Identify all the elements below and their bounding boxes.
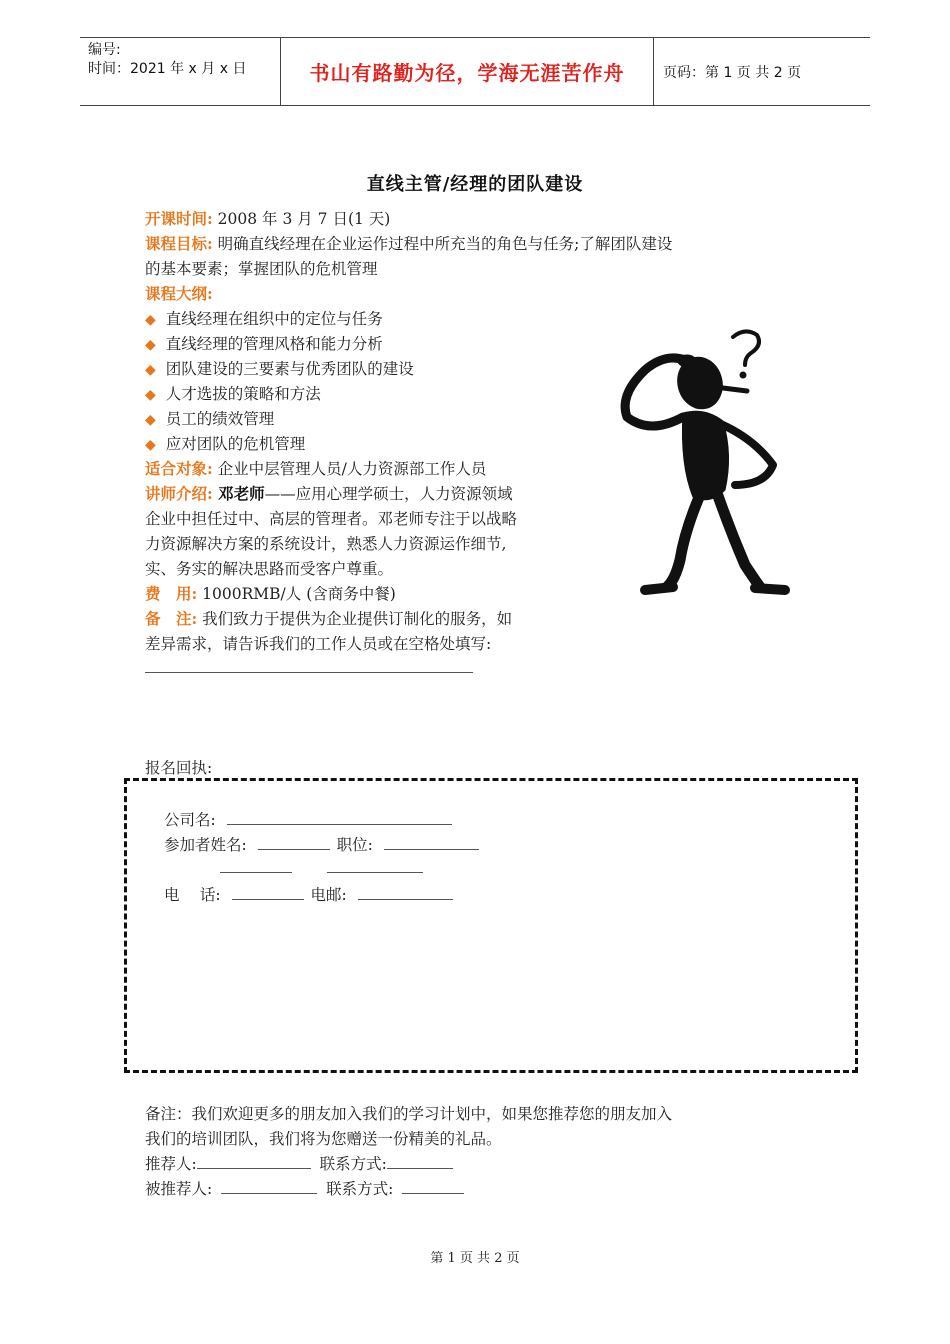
diamond-bullet-icon: ◆ — [145, 362, 156, 378]
course-time-value: 2008 年 3 月 7 日(1 天) — [212, 210, 391, 228]
teacher-line4: 实、务实的解决思路而受客户尊重。 — [145, 560, 394, 578]
course-goal-line2: 的基本要素；掌握团队的危机管理 — [145, 260, 378, 278]
referrer-contact-input[interactable] — [387, 1154, 453, 1169]
referee-contact-label: 联系方式: — [326, 1180, 394, 1198]
referee-row — [145, 1177, 464, 1199]
teacher-line3: 力资源解决方案的系统设计，熟悉人力资源运作细节, — [145, 535, 507, 553]
referee-label: 被推荐人: — [145, 1180, 213, 1198]
company-row — [164, 808, 452, 830]
phone-label: 电 话: — [164, 886, 221, 904]
note-label: 备 注: — [145, 609, 198, 628]
diamond-bullet-icon: ◆ — [145, 387, 156, 403]
outline-item: ◆ 团队建设的三要素与优秀团队的建设 — [145, 360, 414, 378]
contact-row — [164, 883, 453, 905]
header-time: 时间：2021 年 x 月 x 日 — [88, 61, 247, 77]
referee-input[interactable] — [221, 1179, 317, 1194]
company-input[interactable] — [227, 810, 452, 825]
referrer-input[interactable] — [197, 1154, 311, 1169]
outline-item: ◆ 人才选拔的策略和方法 — [145, 385, 321, 403]
header-number: 编号: — [88, 42, 121, 58]
course-outline-label: 课程大纲: — [145, 284, 213, 303]
teacher-label: 讲师介绍: — [145, 484, 213, 503]
teacher-row — [145, 482, 607, 504]
audience-row — [145, 457, 486, 479]
outline-item: ◆ 直线经理的管理风格和能力分析 — [145, 335, 383, 353]
page-header — [80, 37, 870, 106]
phone-input[interactable] — [232, 885, 304, 900]
referral-line2: 我们的培训团队，我们将为您赠送一份精美的礼品。 — [145, 1130, 502, 1148]
note-row — [145, 607, 607, 629]
confused-thinking-man-icon — [605, 325, 790, 600]
attendee-name-input[interactable] — [258, 835, 330, 850]
position-label: 职位: — [336, 836, 373, 854]
referee-contact-input[interactable] — [402, 1179, 464, 1194]
outline-item: ◆ 直线经理在组织中的定位与任务 — [145, 310, 383, 328]
header-page-number: 页码：第 1 页 共 2 页 — [663, 64, 802, 81]
audience-value: 企业中层管理人员/人力资源部工作人员 — [212, 460, 487, 478]
course-time-label: 开课时间: — [145, 209, 213, 228]
diamond-bullet-icon: ◆ — [145, 437, 156, 453]
diamond-bullet-icon: ◆ — [145, 312, 156, 328]
audience-label: 适合对象: — [145, 459, 213, 478]
outline-item: ◆ 员工的绩效管理 — [145, 410, 275, 428]
position-input[interactable] — [384, 835, 479, 850]
extra-attendee-input[interactable] — [220, 858, 292, 873]
referrer-row — [145, 1152, 453, 1174]
referral-line1: 备注：我们欢迎更多的朋友加入我们的学习计划中，如果您推荐您的朋友加入 — [145, 1105, 673, 1123]
attendee-row — [164, 833, 479, 855]
page-footer: 第 1 页 共 2 页 — [430, 1251, 520, 1266]
attendee-label: 参加者姓名: — [164, 836, 247, 854]
email-input[interactable] — [358, 885, 453, 900]
referrer-contact-label: 联系方式: — [319, 1155, 387, 1173]
fee-value: 1000RMB/人 (含商务中餐) — [197, 585, 396, 603]
fee-label: 费 用: — [145, 584, 198, 603]
diamond-bullet-icon: ◆ — [145, 337, 156, 353]
course-goal-line1: 明确直线经理在企业运作过程中所充当的角色与任务;了解团队建设 — [212, 235, 673, 253]
course-goal-label: 课程目标: — [145, 234, 213, 253]
referrer-label: 推荐人: — [145, 1155, 197, 1173]
course-goal-row — [145, 232, 672, 254]
extra-position-input[interactable] — [327, 858, 423, 873]
registration-heading: 报名回执: — [145, 759, 213, 777]
company-label: 公司名: — [164, 811, 216, 829]
teacher-name: 邓老师 — [212, 484, 265, 503]
note-line2: 差异需求，请告诉我们的工作人员或在空格处填写: — [145, 635, 492, 653]
email-label: 电邮: — [310, 886, 347, 904]
custom-needs-blank[interactable] — [145, 672, 473, 673]
teacher-line2: 企业中担任过中、高层的管理者。邓老师专注于以战略 — [145, 510, 518, 528]
note-line1: 我们致力于提供为企业提供订制化的服务，如 — [197, 610, 513, 628]
header-meta — [80, 38, 280, 105]
diamond-bullet-icon: ◆ — [145, 412, 156, 428]
outline-item: ◆ 应对团队的危机管理 — [145, 435, 306, 453]
teacher-line1: ——应用心理学硕士，人力资源领域 — [264, 485, 513, 503]
document-title: 直线主管/经理的团队建设 — [366, 174, 584, 195]
fee-row — [145, 582, 396, 604]
extra-attendee-row — [220, 858, 423, 877]
course-time-row — [145, 207, 390, 229]
header-motto: 书山有路勤为径，学海无涯苦作舟 — [280, 38, 654, 105]
